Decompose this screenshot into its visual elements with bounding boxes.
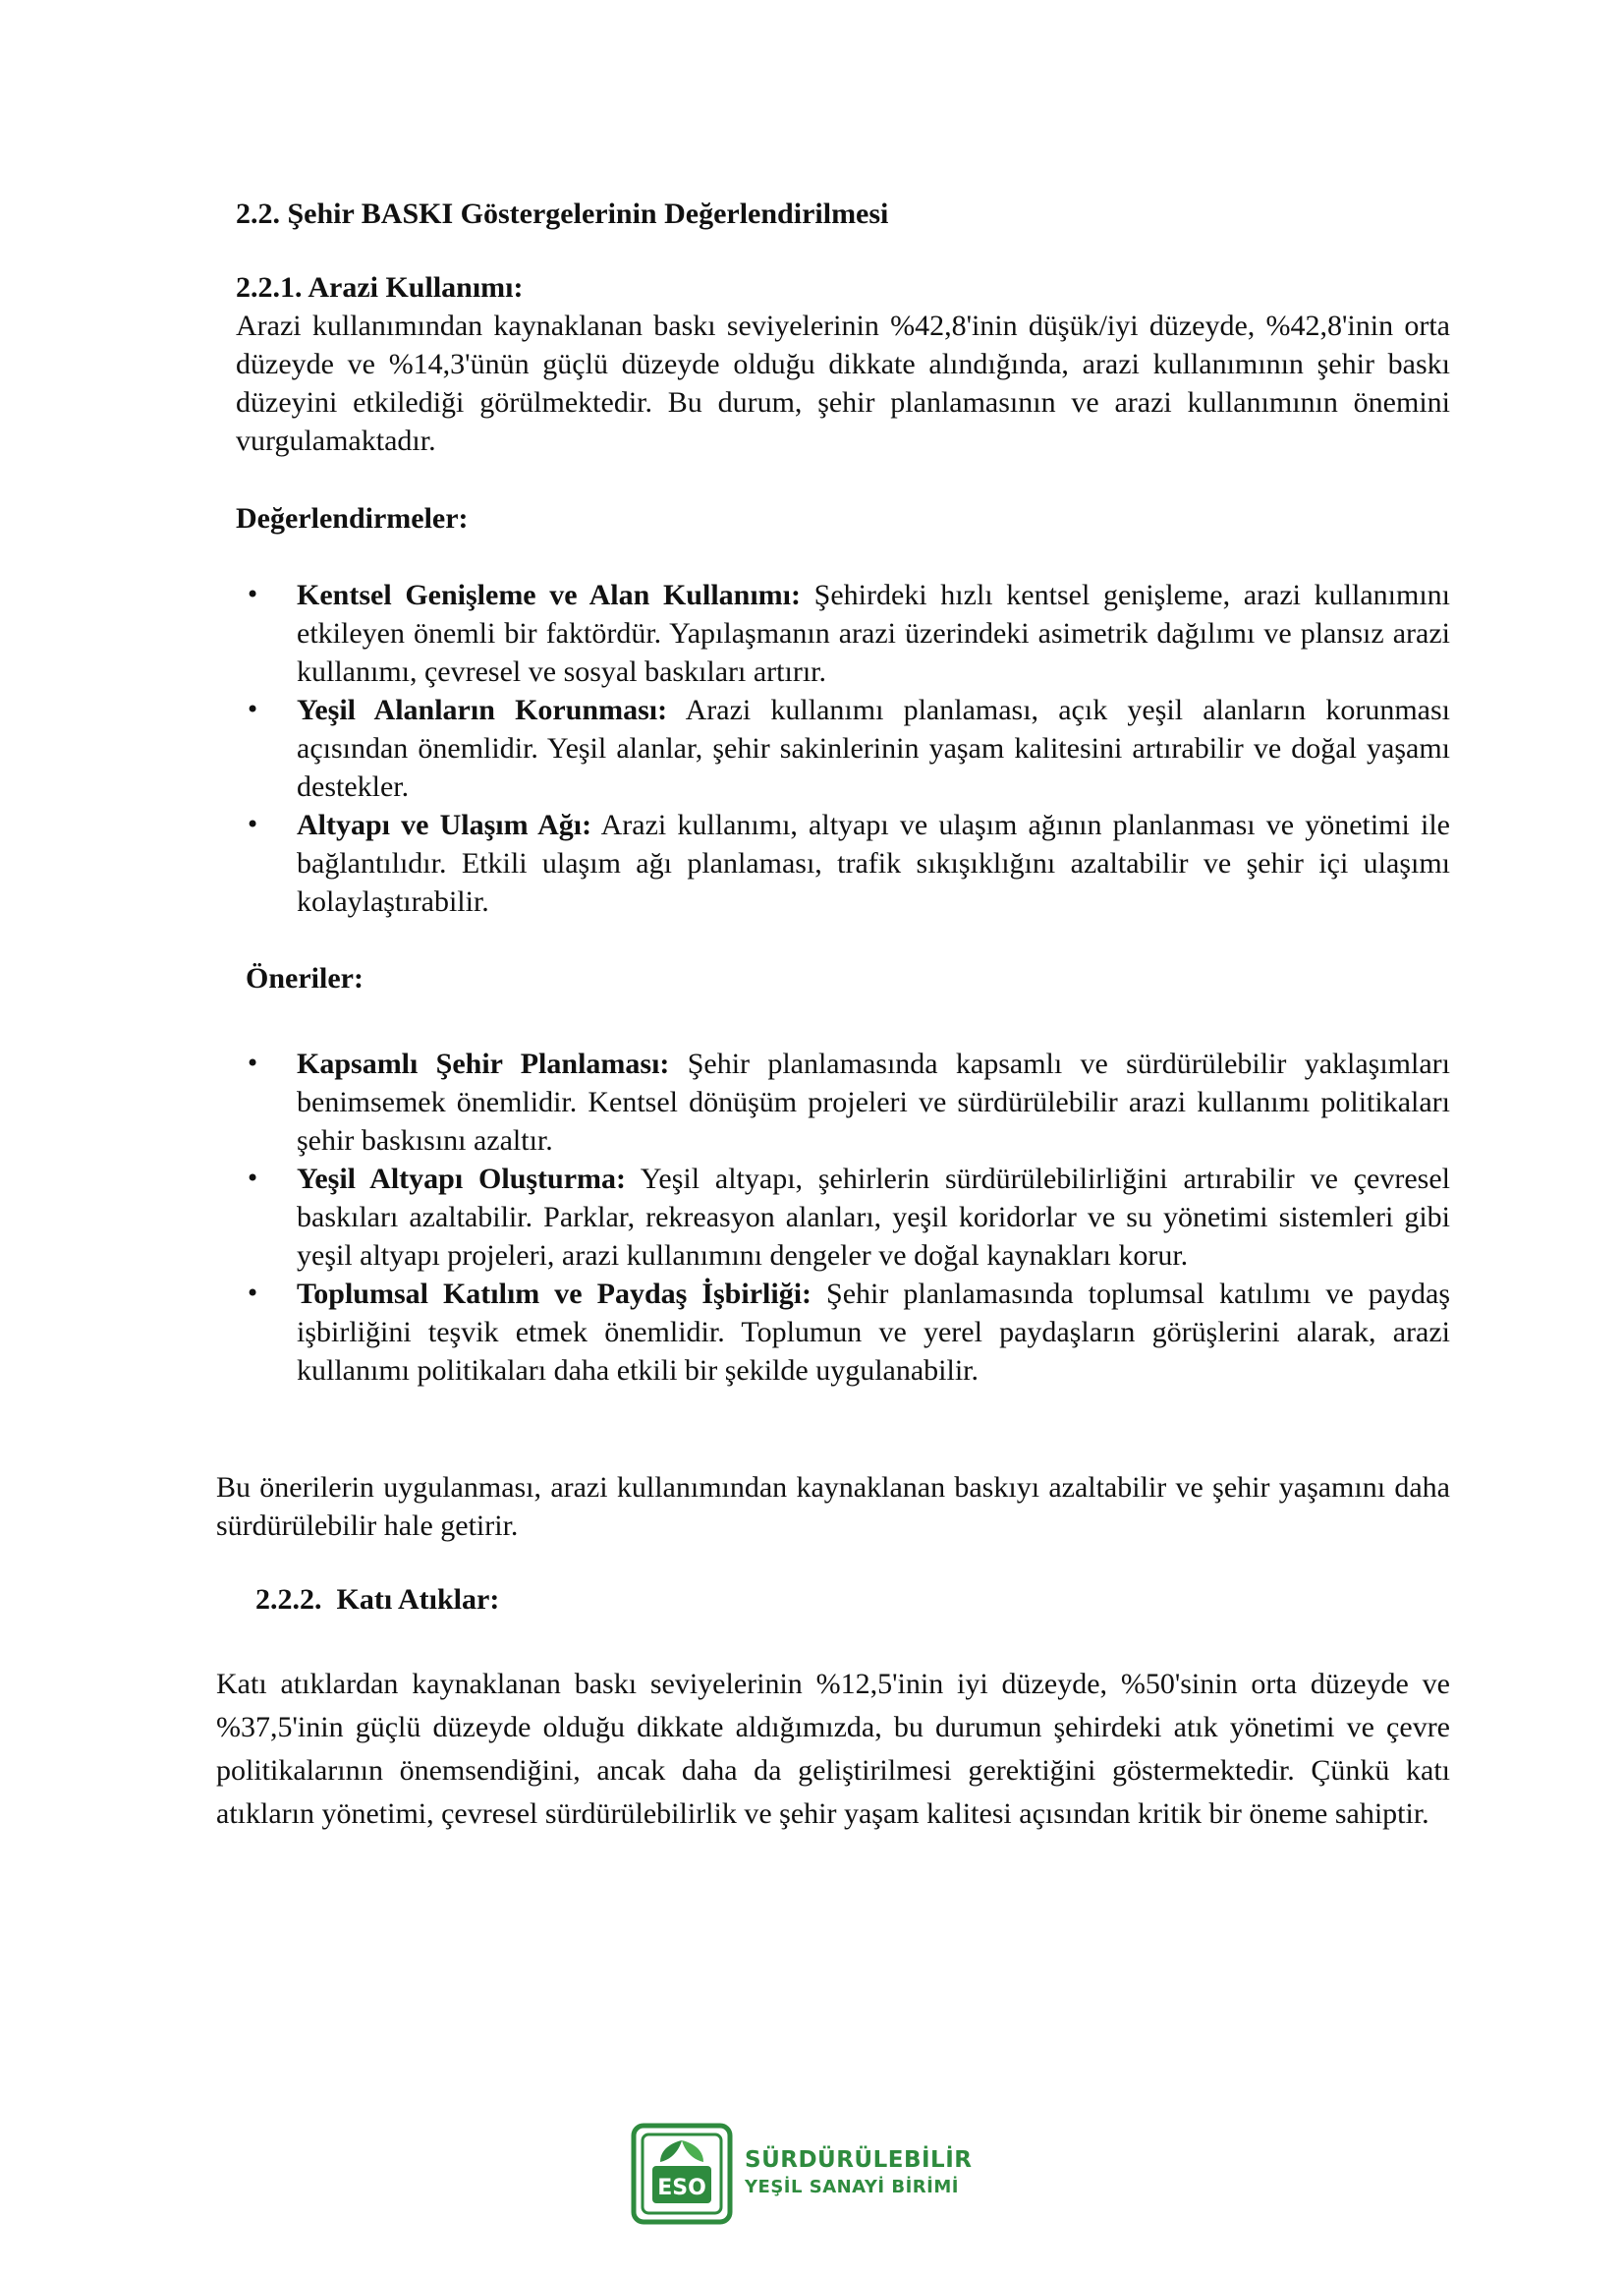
solid-waste-paragraph: Katı atıklardan kaynaklanan baskı seviyelerinin %12,5'inin iyi düzeyde, %50'sinin orta düzeyde ve %37,5'inin güçlü düzeyde olduğu dikkate aldığımızda, bu durumun şehirdeki atık yönetimi ve çevre politikalarının önemsendiğini, ancak daha da geliştirilmesi gerektiğini göstermektedir. Çünkü katı atıkların yönetimi, çevresel sürdürülebilirlik ve şehir yaşam kalitesi açısından kritik bir öneme sahiptir. bbox=[216, 1668, 1450, 1830]
list-item bbox=[236, 1045, 1450, 1160]
list-item bbox=[236, 691, 1450, 806]
item-title: Yeşil Alanların Korunması: bbox=[297, 694, 668, 726]
item-title: Altyapı ve Ulaşım Ağı: bbox=[297, 809, 592, 841]
suggestions-list bbox=[236, 1045, 1450, 1390]
logo-text bbox=[745, 2146, 973, 2201]
item-text: Şehir planlamasında toplumsal katılımı ve paydaş işbirliğini teşvik etmek önemlidir. Toplumun ve yerel paydaşların görüşlerini alarak, arazi kullanımı politikaları daha etkili bir şekilde uygulanabilir. bbox=[297, 1278, 1450, 1387]
evaluations-heading: Değerlendirmeler: bbox=[236, 502, 469, 535]
evaluations-list bbox=[236, 576, 1450, 921]
item-title: Kentsel Genişleme ve Alan Kullanımı: bbox=[297, 579, 801, 611]
logo-mark-text: ESO bbox=[657, 2176, 706, 2200]
item-text: Şehir planlamasında kapsamlı ve sürdürülebilir yaklaşımları benimsemek önemlidir. Kentsel dönüşüm projeleri ve sürdürülebilir arazi kullanımı politikaları şehir baskısını azaltır. bbox=[297, 1048, 1450, 1157]
item-text: Arazi kullanımı, altyapı ve ulaşım ağının planlanması ve yönetimi ile bağlantılıdır. Etkili ulaşım ağı planlaması, trafik sıkışıklığını azaltabilir ve şehir içi ulaşımı kolaylaştırabilir. bbox=[297, 809, 1450, 918]
item-title: Kapsamlı Şehir Planlaması: bbox=[297, 1048, 670, 1080]
section-heading: 2.2. Şehir BASKI Göstergelerinin Değerlendirilmesi bbox=[236, 198, 889, 230]
list-item bbox=[236, 1275, 1450, 1390]
item-text: Arazi kullanımı planlaması, açık yeşil alanların korunması açısından önemlidir. Yeşil alanlar, şehir sakinlerinin yaşam kalitesini artırabilir ve doğal yaşamı destekler. bbox=[297, 694, 1450, 803]
land-use-paragraph: Arazi kullanımından kaynaklanan baskı seviyelerinin %42,8'inin düşük/iyi düzeyde, %42,8'inin orta düzeyde ve %14,3'ünün güçlü düzeyde olduğu dikkate alındığında, arazi kullanımının şehir baskı düzeyini etkilediği görülmektedir. Bu durum, şehir planlamasının ve arazi kullanımının önemini vurgulamaktadır. bbox=[236, 310, 1450, 457]
item-title: Toplumsal Katılım ve Paydaş İşbirliği: bbox=[297, 1278, 812, 1310]
list-item bbox=[236, 1160, 1450, 1275]
list-item bbox=[236, 806, 1450, 921]
solid-waste-heading: 2.2.2. Katı Atıklar: bbox=[255, 1583, 500, 1616]
item-text: Yeşil altyapı, şehirlerin sürdürülebilirliğini artırabilir ve çevresel baskıları azaltabilir. Parklar, rekreasyon alanları, yeşil koridorlar ve su yönetimi sistemleri gibi yeşil altyapı projeleri, arazi kullanımını dengeler ve doğal kaynakları korur. bbox=[297, 1163, 1450, 1272]
list-item bbox=[236, 576, 1450, 691]
logo-line-1: SÜRDÜRÜLEBİLİR bbox=[745, 2147, 973, 2173]
land-use-heading: 2.2.1. Arazi Kullanımı: bbox=[236, 271, 524, 304]
logo-line-2: YEŞİL SANAYİ BİRİMİ bbox=[745, 2177, 959, 2197]
suggestions-heading: Öneriler: bbox=[246, 962, 364, 995]
item-text: Şehirdeki hızlı kentsel genişleme, arazi kullanımını etkileyen önemli bir faktördür. Yapılaşmanın arazi üzerindeki asimetrik dağılımı ve plansız arazi kullanımı, çevresel ve sosyal baskıları artırır. bbox=[297, 579, 1450, 688]
footer-logo bbox=[631, 2120, 984, 2228]
conclusion-paragraph: Bu önerilerin uygulanması, arazi kullanımından kaynaklanan baskıyı azaltabilir ve şehir yaşamını daha sürdürülebilir hale getirir. bbox=[216, 1471, 1450, 1542]
item-title: Yeşil Altyapı Oluşturma: bbox=[297, 1163, 627, 1195]
eso-logo-icon bbox=[631, 2123, 733, 2225]
